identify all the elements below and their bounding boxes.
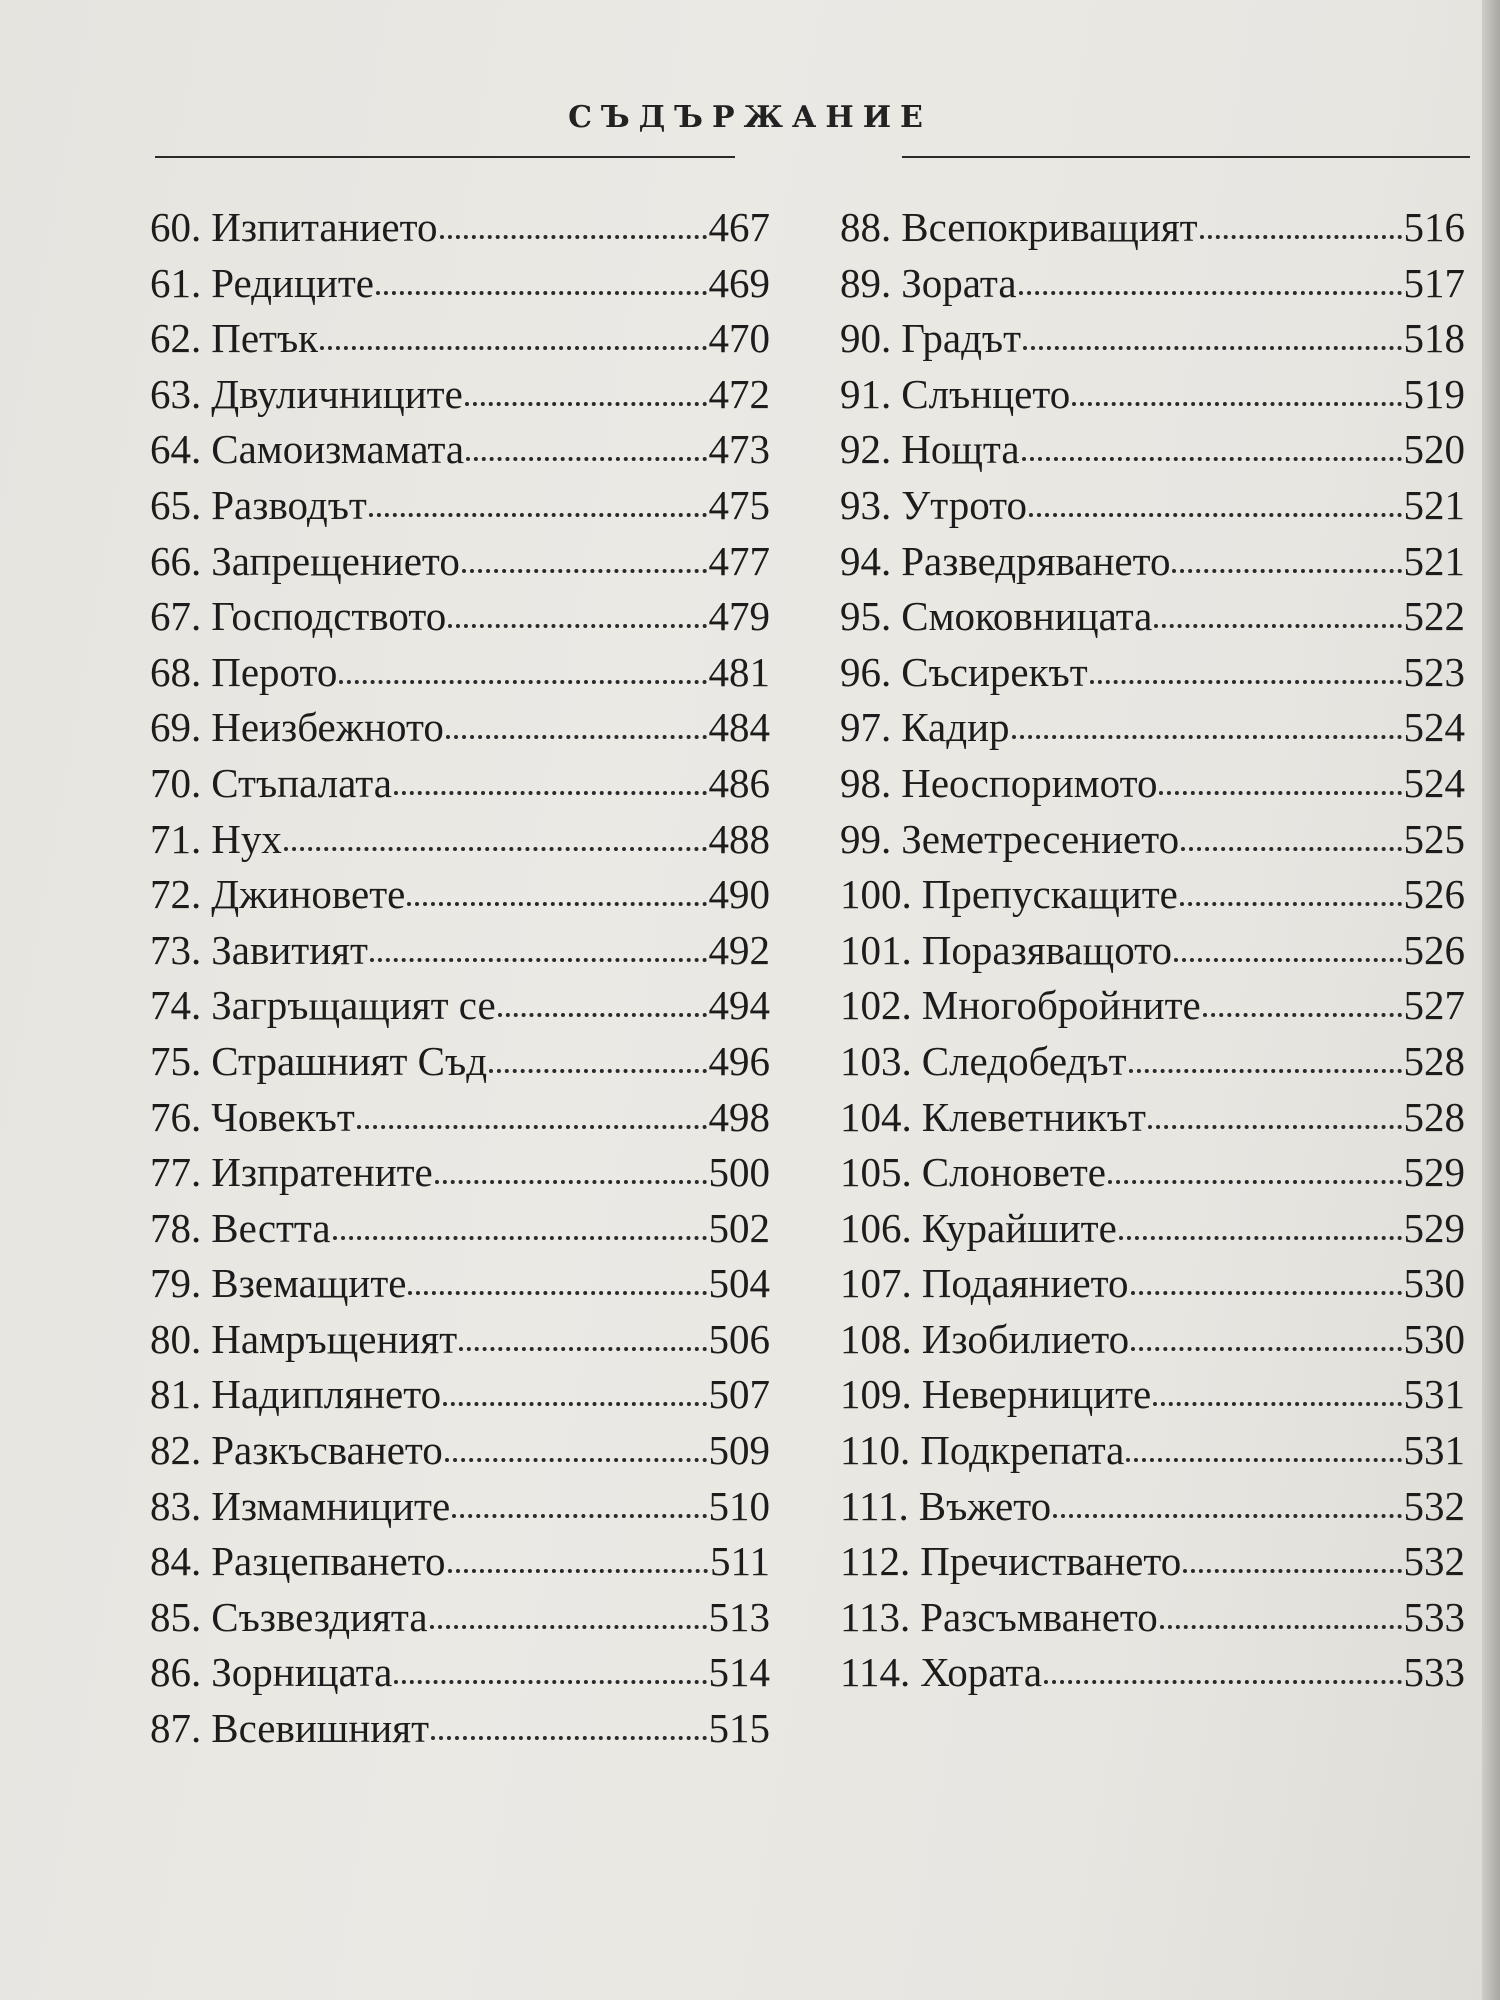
toc-entry-title: Измамниците	[211, 1482, 451, 1529]
toc-entry-page: 530	[1403, 1315, 1465, 1362]
toc-entry-page: 523	[1403, 648, 1465, 695]
dot-leader	[1022, 454, 1402, 461]
toc-entry-number: 77.	[150, 1149, 202, 1196]
toc-entry-page: 494	[708, 982, 770, 1029]
dot-leader	[284, 844, 707, 851]
toc-entry-title: Поразяващото	[921, 926, 1173, 973]
toc-entry	[840, 311, 1465, 367]
toc-entry	[150, 1367, 770, 1423]
toc-entry	[150, 645, 770, 701]
toc-entry-page: 520	[1403, 426, 1465, 473]
toc-entry-title: Разводът	[211, 481, 367, 528]
toc-entry-page: 470	[708, 315, 770, 362]
toc-entry	[840, 200, 1465, 256]
dot-leader	[440, 232, 707, 239]
toc-entry-page: 526	[1403, 926, 1465, 973]
dot-leader	[465, 399, 707, 406]
toc-entry-page: 522	[1403, 593, 1465, 640]
toc-entry	[840, 1256, 1465, 1312]
dot-leader	[462, 566, 707, 573]
toc-entry-title: Неоспоримото	[901, 759, 1158, 806]
toc-entry-title: Изпратените	[211, 1149, 433, 1196]
toc-entry-title: Разведряването	[901, 537, 1171, 584]
toc-entry-page: 509	[708, 1427, 770, 1474]
dot-leader	[1023, 343, 1401, 350]
toc-entry	[150, 534, 770, 590]
dot-leader	[1203, 1010, 1402, 1017]
toc-entry-page: 524	[1403, 704, 1465, 751]
toc-entry-number: 85.	[150, 1593, 202, 1640]
toc-entry	[150, 256, 770, 312]
toc-entry	[150, 200, 770, 256]
toc-entry	[150, 1590, 770, 1646]
toc-entry-title: Загръщащият се	[211, 982, 496, 1029]
dot-leader	[443, 1399, 706, 1406]
toc-entry-page: 492	[708, 926, 770, 973]
dot-leader	[357, 1122, 707, 1129]
toc-entry-number: 69.	[150, 704, 202, 751]
toc-entry-number: 91.	[840, 370, 892, 417]
toc-entry-title: Подаянието	[921, 1260, 1129, 1307]
toc-entry-page: 528	[1403, 1093, 1465, 1140]
toc-entry-title: Всепокриващият	[901, 204, 1198, 250]
toc-entry	[150, 978, 770, 1034]
dot-leader	[1053, 1511, 1401, 1518]
toc-entry-number: 72.	[150, 871, 202, 918]
toc-entry-title: Кадир	[901, 704, 1010, 751]
dot-leader	[394, 1677, 706, 1684]
dot-leader	[407, 899, 706, 906]
toc-entry-page: 488	[708, 815, 770, 862]
toc-entry-page: 472	[708, 370, 770, 417]
toc-entry-page: 533	[1403, 1649, 1465, 1696]
toc-entry-page: 518	[1403, 315, 1465, 362]
dot-leader	[369, 510, 707, 517]
toc-column-right	[840, 200, 1465, 1701]
toc-column-left	[150, 200, 770, 1757]
toc-entry-number: 101.	[840, 926, 912, 973]
toc-entry-title: Въжето	[918, 1482, 1052, 1529]
dot-leader	[1108, 1177, 1402, 1184]
toc-entry-title: Земетресението	[901, 815, 1180, 862]
toc-entry-title: Разкъсването	[211, 1427, 443, 1474]
toc-entry-number: 84.	[150, 1538, 202, 1585]
toc-entry	[840, 534, 1465, 590]
toc-entry-number: 62.	[150, 315, 202, 362]
toc-entry-title: Неизбежното	[211, 704, 444, 751]
toc-entry-number: 63.	[150, 370, 202, 417]
toc-entry-title: Нощта	[901, 426, 1020, 473]
toc-entry-number: 112.	[840, 1538, 911, 1585]
toc-entry-page: 521	[1403, 481, 1465, 528]
toc-entry-number: 70.	[150, 759, 202, 806]
toc-entry-title: Зорницата	[211, 1649, 393, 1696]
toc-entry-title: Курайшите	[921, 1204, 1117, 1251]
toc-entry-page: 502	[708, 1204, 770, 1251]
toc-entry-number: 103.	[840, 1037, 912, 1084]
toc-entry-title: Неверниците	[921, 1371, 1152, 1418]
toc-entry	[840, 367, 1465, 423]
toc-entry-number: 66.	[150, 537, 202, 584]
toc-entry-title: Самоизмамата	[211, 426, 465, 473]
dot-leader	[498, 1010, 707, 1017]
toc-entry	[840, 978, 1465, 1034]
toc-entry-number: 104.	[840, 1093, 912, 1140]
dot-leader	[459, 1344, 706, 1351]
dot-leader	[1129, 1066, 1402, 1073]
toc-entry-title: Вземащите	[211, 1260, 407, 1307]
toc-entry-page: 516	[1403, 204, 1465, 250]
toc-entry-number: 97.	[840, 704, 892, 751]
toc-entry-number: 114.	[840, 1649, 911, 1696]
toc-entry-number: 65.	[150, 481, 202, 528]
toc-entry	[840, 1590, 1465, 1646]
toc-entry-number: 79.	[150, 1260, 202, 1307]
dot-leader	[1153, 1399, 1401, 1406]
toc-entry-number: 93.	[840, 481, 892, 528]
toc-entry	[150, 1701, 770, 1757]
toc-entry-number: 73.	[150, 926, 202, 973]
toc-entry	[840, 1367, 1465, 1423]
toc-entry-title: Разсъмването	[920, 1593, 1158, 1640]
toc-entry-number: 75.	[150, 1037, 202, 1084]
toc-entry-number: 105.	[840, 1149, 912, 1196]
toc-entry-number: 82.	[150, 1427, 202, 1474]
dot-leader	[435, 1177, 707, 1184]
toc-entry-page: 486	[708, 759, 770, 806]
toc-entry-page: 525	[1403, 815, 1465, 862]
toc-entry	[150, 367, 770, 423]
toc-entry-page: 521	[1403, 537, 1465, 584]
dot-leader	[1183, 1566, 1401, 1573]
toc-entry-page: 504	[708, 1260, 770, 1307]
toc-entry-number: 100.	[840, 871, 912, 918]
dot-leader	[408, 1288, 706, 1295]
toc-entry-page: 527	[1403, 982, 1465, 1029]
toc-entry-page: 479	[708, 593, 770, 640]
toc-entry-page: 498	[708, 1093, 770, 1140]
toc-entry-title: Съзвездията	[211, 1593, 428, 1640]
toc-entry	[840, 1201, 1465, 1257]
toc-entry-page: 533	[1403, 1593, 1465, 1640]
toc-entry-title: Смоковницата	[901, 593, 1153, 640]
toc-entry-page: 524	[1403, 759, 1465, 806]
toc-entry-page: 531	[1403, 1371, 1465, 1418]
dot-leader	[1200, 232, 1402, 239]
toc-entry	[150, 1201, 770, 1257]
toc-entry-title: Перото	[211, 648, 338, 695]
toc-entry-number: 110.	[840, 1427, 911, 1474]
toc-entry-page: 467	[708, 204, 770, 250]
toc-entry	[150, 1034, 770, 1090]
toc-entry-page: 513	[708, 1593, 770, 1640]
toc-entry-number: 99.	[840, 815, 892, 862]
toc-entry-title: Човекът	[211, 1093, 355, 1140]
toc-entry-title: Надиплянето	[211, 1371, 442, 1418]
toc-entry-title: Препускащите	[921, 871, 1178, 918]
toc-entry-number: 83.	[150, 1482, 202, 1529]
toc-entry-title: Клеветникът	[921, 1093, 1146, 1140]
toc-entry	[150, 1534, 770, 1590]
dot-leader	[1174, 955, 1401, 962]
toc-entry-title: Всевишният	[211, 1705, 430, 1752]
toc-entry	[840, 478, 1465, 534]
toc-entry-title: Господството	[211, 593, 447, 640]
toc-entry-number: 90.	[840, 315, 892, 362]
dot-leader	[1012, 732, 1402, 739]
toc-entry	[150, 311, 770, 367]
toc-entry-title: Следобедът	[921, 1037, 1127, 1084]
toc-entry	[840, 1090, 1465, 1146]
toc-entry	[150, 756, 770, 812]
toc-entry-number: 113.	[840, 1593, 911, 1640]
toc-entry-page: 528	[1403, 1037, 1465, 1084]
toc-entry-page: 477	[708, 537, 770, 584]
dot-leader	[1090, 677, 1402, 684]
dot-leader	[370, 955, 707, 962]
toc-entry-number: 109.	[840, 1371, 912, 1418]
toc-entry-page: 475	[708, 481, 770, 528]
toc-entry-number: 78.	[150, 1204, 202, 1251]
dot-leader	[1044, 1677, 1401, 1684]
dot-leader	[446, 732, 707, 739]
toc-entry-number: 67.	[150, 593, 202, 640]
dot-leader	[1019, 288, 1402, 295]
toc-entry	[150, 1256, 770, 1312]
dot-leader	[489, 1066, 706, 1073]
toc-entry	[150, 923, 770, 979]
dot-leader	[394, 788, 707, 795]
toc-entry-title: Зората	[901, 259, 1017, 306]
header-rule-left	[155, 156, 735, 158]
toc-entry	[840, 923, 1465, 979]
page-edge	[1482, 0, 1500, 2000]
toc-entry-number: 107.	[840, 1260, 912, 1307]
dot-leader	[320, 343, 706, 350]
dot-leader	[431, 1733, 706, 1740]
toc-entry-number: 88.	[840, 204, 892, 250]
toc-entry-number: 102.	[840, 982, 912, 1029]
toc-entry-page: 511	[710, 1538, 770, 1585]
dot-leader	[333, 1233, 707, 1240]
toc-entry-title: Двуличниците	[211, 370, 463, 417]
toc-entry-number: 87.	[150, 1705, 202, 1752]
toc-entry-title: Хората	[920, 1649, 1043, 1696]
toc-entry-page: 506	[708, 1315, 770, 1362]
toc-entry	[840, 1034, 1465, 1090]
toc-entry-number: 76.	[150, 1093, 202, 1140]
dot-leader	[430, 1622, 707, 1629]
toc-entry-number: 94.	[840, 537, 892, 584]
toc-entry-page: 515	[708, 1705, 770, 1752]
toc-entry-title: Запрещението	[211, 537, 460, 584]
toc-entry-title: Слоновете	[921, 1149, 1106, 1196]
toc-entry-page: 473	[708, 426, 770, 473]
toc-entry-number: 111.	[840, 1482, 909, 1529]
toc-entry	[150, 589, 770, 645]
toc-entry-page: 532	[1403, 1482, 1465, 1529]
toc-entry-number: 92.	[840, 426, 892, 473]
toc-entry	[150, 812, 770, 868]
toc-entry-number: 98.	[840, 759, 892, 806]
toc-entry	[150, 1312, 770, 1368]
dot-leader	[1029, 510, 1401, 517]
toc-entry-number: 80.	[150, 1315, 202, 1362]
dot-leader	[445, 1455, 707, 1462]
toc-entry	[150, 478, 770, 534]
header-rule-right	[902, 156, 1470, 158]
toc-entry-title: Петък	[211, 315, 319, 362]
toc-entry-title: Редиците	[211, 259, 374, 306]
toc-entry-title: Утрото	[901, 481, 1028, 528]
toc-entry-page: 531	[1403, 1427, 1465, 1474]
dot-leader	[1159, 788, 1401, 795]
toc-entry-title: Разцепването	[211, 1538, 446, 1585]
toc-entry-page: 500	[708, 1149, 770, 1196]
toc-entry-title: Пречистването	[920, 1538, 1182, 1585]
toc-entry-title: Изобилието	[921, 1315, 1130, 1362]
toc-entry-number: 106.	[840, 1204, 912, 1251]
toc-entry-page: 507	[708, 1371, 770, 1418]
toc-entry-title: Намръщеният	[211, 1315, 458, 1362]
toc-entry	[150, 1090, 770, 1146]
toc-entry	[840, 1534, 1465, 1590]
dot-leader	[448, 621, 706, 628]
toc-entry-number: 95.	[840, 593, 892, 640]
toc-entry-page: 490	[708, 871, 770, 918]
dot-leader	[1160, 1622, 1402, 1629]
toc-entry	[840, 756, 1465, 812]
toc-entry-title: Стъпалата	[211, 759, 392, 806]
toc-entry-title: Изпитанието	[211, 204, 438, 250]
toc-entry	[840, 1312, 1465, 1368]
toc-entry	[840, 1479, 1465, 1535]
dot-leader	[1148, 1122, 1402, 1129]
toc-entry-page: 469	[708, 259, 770, 306]
toc-entry-number: 89.	[840, 259, 892, 306]
toc-entry	[840, 1145, 1465, 1201]
page-title: СЪДЪРЖАНИЕ	[568, 100, 932, 135]
toc-entry-title: Нух	[211, 815, 282, 862]
toc-entry	[150, 1145, 770, 1201]
toc-entry-page: 519	[1403, 370, 1465, 417]
toc-entry	[840, 700, 1465, 756]
toc-entry-number: 108.	[840, 1315, 912, 1362]
toc-entry-page: 529	[1403, 1149, 1465, 1196]
toc-entry	[150, 1479, 770, 1535]
toc-entry-title: Многобройните	[921, 982, 1201, 1029]
toc-entry-number: 96.	[840, 648, 892, 695]
toc-entry-number: 64.	[150, 426, 202, 473]
toc-entry	[840, 589, 1465, 645]
toc-entry-number: 71.	[150, 815, 202, 862]
dot-leader	[1180, 899, 1402, 906]
toc-entry	[150, 1645, 770, 1701]
dot-leader	[1119, 1233, 1402, 1240]
toc-entry-title: Вестта	[211, 1204, 331, 1251]
toc-entry-page: 496	[708, 1037, 770, 1084]
toc-entry-number: 86.	[150, 1649, 202, 1696]
dot-leader	[1126, 1455, 1401, 1462]
dot-leader	[1072, 399, 1401, 406]
toc-entry-title: Градът	[901, 315, 1022, 362]
toc-entry-number: 68.	[150, 648, 202, 695]
toc-entry-title: Съсирекът	[901, 648, 1088, 695]
toc-entry-page: 529	[1403, 1204, 1465, 1251]
toc-entry-number: 60.	[150, 204, 202, 250]
toc-entry	[150, 422, 770, 478]
toc-entry-number: 74.	[150, 982, 202, 1029]
dot-leader	[339, 677, 706, 684]
dot-leader	[1131, 1344, 1401, 1351]
dot-leader	[448, 1566, 708, 1573]
toc-entry-title: Подкрепата	[920, 1427, 1125, 1474]
toc-entry-page: 532	[1403, 1538, 1465, 1585]
toc-entry	[840, 645, 1465, 701]
dot-leader	[1154, 621, 1401, 628]
toc-entry	[840, 1645, 1465, 1701]
dot-leader	[466, 454, 706, 461]
toc-entry-title: Страшният Съд	[211, 1037, 488, 1084]
toc-entry-number: 81.	[150, 1371, 202, 1418]
toc-entry	[150, 700, 770, 756]
toc-entry	[840, 867, 1465, 923]
dot-leader	[1172, 566, 1401, 573]
toc-entry-page: 526	[1403, 871, 1465, 918]
toc-entry	[840, 422, 1465, 478]
toc-entry-page: 514	[708, 1649, 770, 1696]
dot-leader	[452, 1511, 706, 1518]
toc-entry-title: Слънцето	[901, 370, 1071, 417]
toc-entry-title: Завитият	[211, 926, 368, 973]
toc-entry	[840, 812, 1465, 868]
toc-entry	[840, 1423, 1465, 1479]
toc-entry-page: 517	[1403, 259, 1465, 306]
toc-entry-number: 61.	[150, 259, 202, 306]
toc-entry-page: 510	[708, 1482, 770, 1529]
toc-entry	[840, 256, 1465, 312]
toc-entry-title: Джиновете	[211, 871, 406, 918]
toc-entry	[150, 867, 770, 923]
dot-leader	[376, 288, 707, 295]
toc-entry	[150, 1423, 770, 1479]
toc-entry-page: 530	[1403, 1260, 1465, 1307]
toc-entry-page: 484	[708, 704, 770, 751]
dot-leader	[1181, 844, 1401, 851]
dot-leader	[1131, 1288, 1402, 1295]
toc-entry-page: 481	[708, 648, 770, 695]
